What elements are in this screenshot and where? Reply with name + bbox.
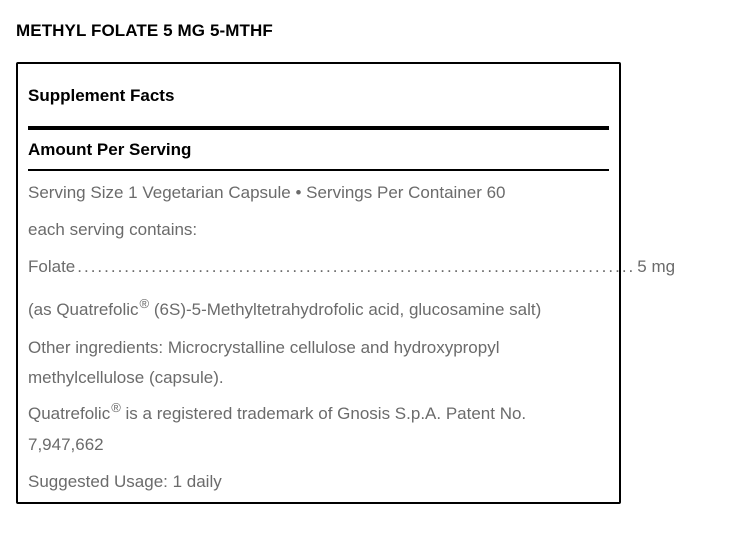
nutrient-name: Folate	[28, 257, 76, 276]
thick-divider	[28, 126, 609, 130]
source-text-after: (6S)-5-Methyltetrahydrofolic acid, glucosamine salt)	[149, 300, 542, 319]
product-title: METHYL FOLATE 5 MG 5-MTHF	[16, 21, 273, 40]
other-ingredients	[28, 333, 609, 393]
trademark-notice	[28, 399, 609, 460]
trademark-text: is a registered trademark of Gnosis S.p.A. Patent No.	[120, 404, 527, 423]
patent-number: 7,947,662	[28, 435, 104, 454]
amount-per-serving-heading: Amount Per Serving	[28, 140, 192, 159]
suggested-usage: Suggested Usage: 1 daily	[28, 472, 222, 491]
trademark-brand: Quatrefolic	[28, 404, 111, 423]
nutrient-amount: 5 mg	[637, 257, 676, 276]
supplement-facts-heading: Supplement Facts	[28, 86, 175, 105]
registered-mark: ®	[111, 400, 121, 415]
trademark-line1	[28, 399, 609, 430]
source-text-before: (as Quatrefolic	[28, 300, 139, 319]
thin-divider	[28, 169, 609, 171]
serving-size-line: Serving Size 1 Vegetarian Capsule • Servings Per Container 60	[28, 183, 506, 202]
other-ingredients-line2: methylcellulose (capsule).	[28, 368, 224, 387]
leader-dots: ...................................................................................	[77, 257, 636, 276]
folate-source-line	[28, 295, 609, 326]
supplement-facts-panel	[16, 62, 676, 504]
each-serving-label: each serving contains:	[28, 220, 198, 239]
registered-mark: ®	[139, 296, 150, 311]
other-ingredients-line1: Other ingredients: Microcrystalline cellulose and hydroxypropyl	[28, 338, 500, 357]
nutrient-row-folate	[28, 252, 676, 282]
